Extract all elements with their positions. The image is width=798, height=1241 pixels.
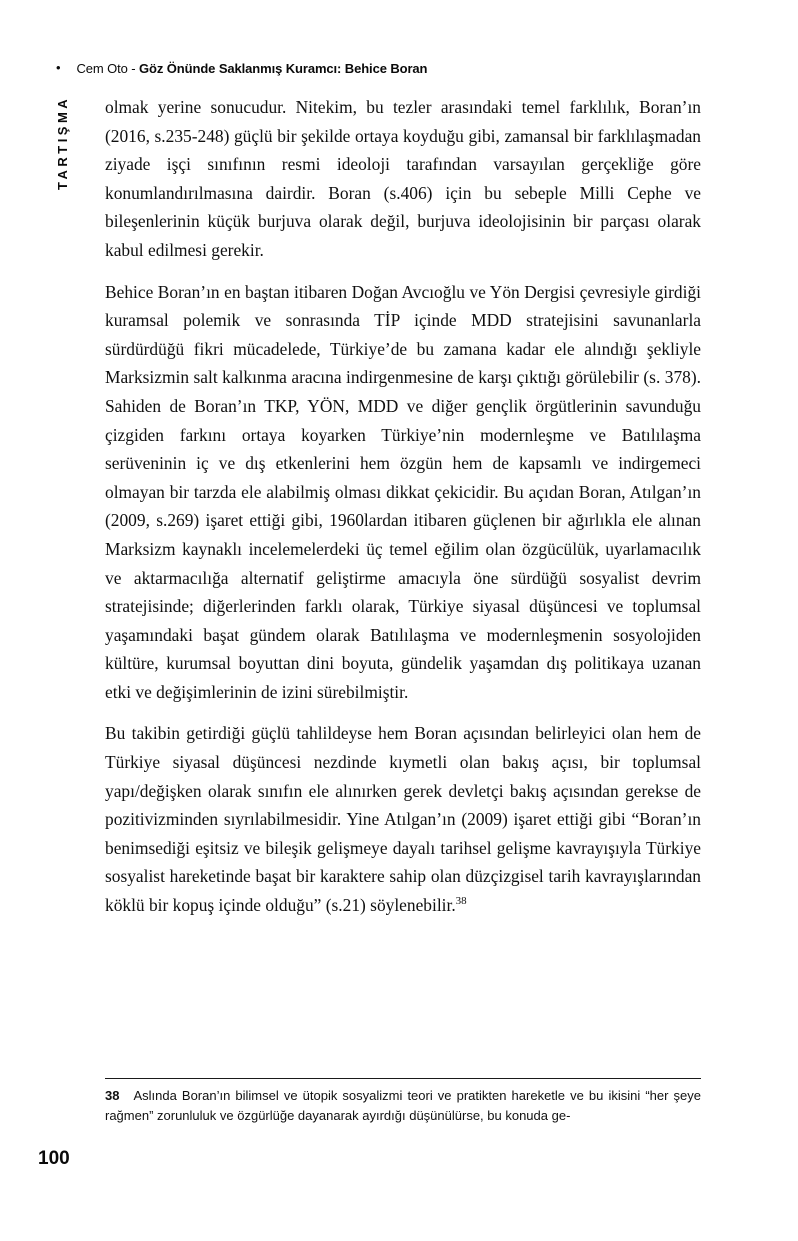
footnote-area bbox=[105, 1078, 701, 1126]
header-title: Göz Önünde Saklanmış Kuramcı: Behice Boran bbox=[139, 61, 428, 76]
footnote bbox=[105, 1086, 701, 1126]
section-margin-label: TARTIŞMA bbox=[55, 95, 70, 190]
footnote-number: 38 bbox=[105, 1088, 120, 1103]
footnote-reference: 38 bbox=[455, 895, 467, 908]
paragraph-2: Behice Boran’ın en baştan itibaren Doğan Avcıoğlu ve Yön Dergisi çevresiyle girdiği kuramsal polemik ve sonrasında TİP içinde MDD stratejisini savunanlarla sürdürdüğü fikri mücadelede, Türkiye’de bu zamana kadar ele alındığı şekliyle Marksizmin salt kalkınma aracına indirgenmesine de karşı çıktığı görülebilir (s. 378). Sahiden de Boran’ın TKP, YÖN, MDD ve diğer gençlik örgütlerinin savunduğu çizgiden farkını ortaya koyarken Türkiye’nin modernleşme ve Batılılaşma serüveninin iç ve dış etkenlerini hem özgün hem de kapsamlı ve indirgemeci olmayan bir tarzda ele alabilmiş olması dikkat çekicidir. Bu açıdan Boran, Atılgan’ın (2009, s.269) işaret ettiği gibi, 1960lardan itibaren güçlenen bir ağırlıkla ele alınan Marksizm kaynaklı incelemelerdeki üç temel eğilim olan özgücülük, uyarlamacılık ve aktarmacılığa alternatif geliştirme amacıyla öne sürdüğü sosyalist devrim stratejisinde; diğerlerinden farklı olarak, Türkiye siyasal düşüncesi ve toplumsal yaşamındaki başat gündem olarak Batılılaşma ve modernleşmenin sosyolojiden kültüre, kurumsal boyuttan dini boyuta, gündelik yaşamdan dış politikaya uzanan etki ve değişimlerinin de izini sürebilmiştir. bbox=[105, 281, 701, 702]
footnote-text: Aslında Boran’ın bilimsel ve ütopik sosyalizmi teori ve pratikten hareketle ve bu ikisini “her şeye rağmen” zorunluluk ve özgürlüğe dayanarak ayırdığı düşünülürse, bu konuda ge- bbox=[105, 1088, 701, 1123]
paragraph-1: olmak yerine sonucudur. Nitekim, bu tezler arasındaki temel farklılık, Boran’ın (2016, s.235-248) güçlü bir şekilde ortaya koyduğu gibi, zamansal bir farklılaşmadan ziyade işçi sınıfının resmi ideoloji tarafından varsayılan gerçekliğe göre konumlandırılmasına dairdir. Boran (s.406) için bu sebeple Milli Cephe ve bileşenlerinin küçük burjuva olarak değil, burjuva ideolojisinin bir parçası olarak kabul edilmesi gerekir. bbox=[105, 97, 701, 260]
page-number: 100 bbox=[38, 1148, 70, 1169]
paragraph-3 bbox=[105, 719, 701, 919]
running-header bbox=[56, 60, 716, 76]
header-author: Cem Oto - bbox=[76, 61, 140, 76]
body-text bbox=[105, 93, 701, 920]
paragraph-3-text: Bu takibin getirdiği güçlü tahlildeyse hem Boran açısından belirleyici olan hem de Türkiye siyasal düşüncesi nezdinde kıymetli olan bakış açısı, bir toplumsal yapı/değişken olarak sınıfın ele alınırken gerek devletçi bakış açısından gerekse de pozitivizminden sıyrılabilmesidir. Yine Atılgan’ın (2009) işaret ettiği gibi “Boran’ın benimsediği eşitsiz ve bileşik gelişmeye dayalı tarihsel gelişme kavrayışıyla Türkiye sosyalist hareketinde başat bir karaktere sahip olan düzçizgisel tarih kavrayışlarından köklü bir kopuş içinde olduğu” (s.21) söylenebilir. bbox=[105, 723, 701, 916]
header-bullet-icon: • bbox=[56, 60, 61, 75]
footnote-rule bbox=[105, 1078, 701, 1079]
